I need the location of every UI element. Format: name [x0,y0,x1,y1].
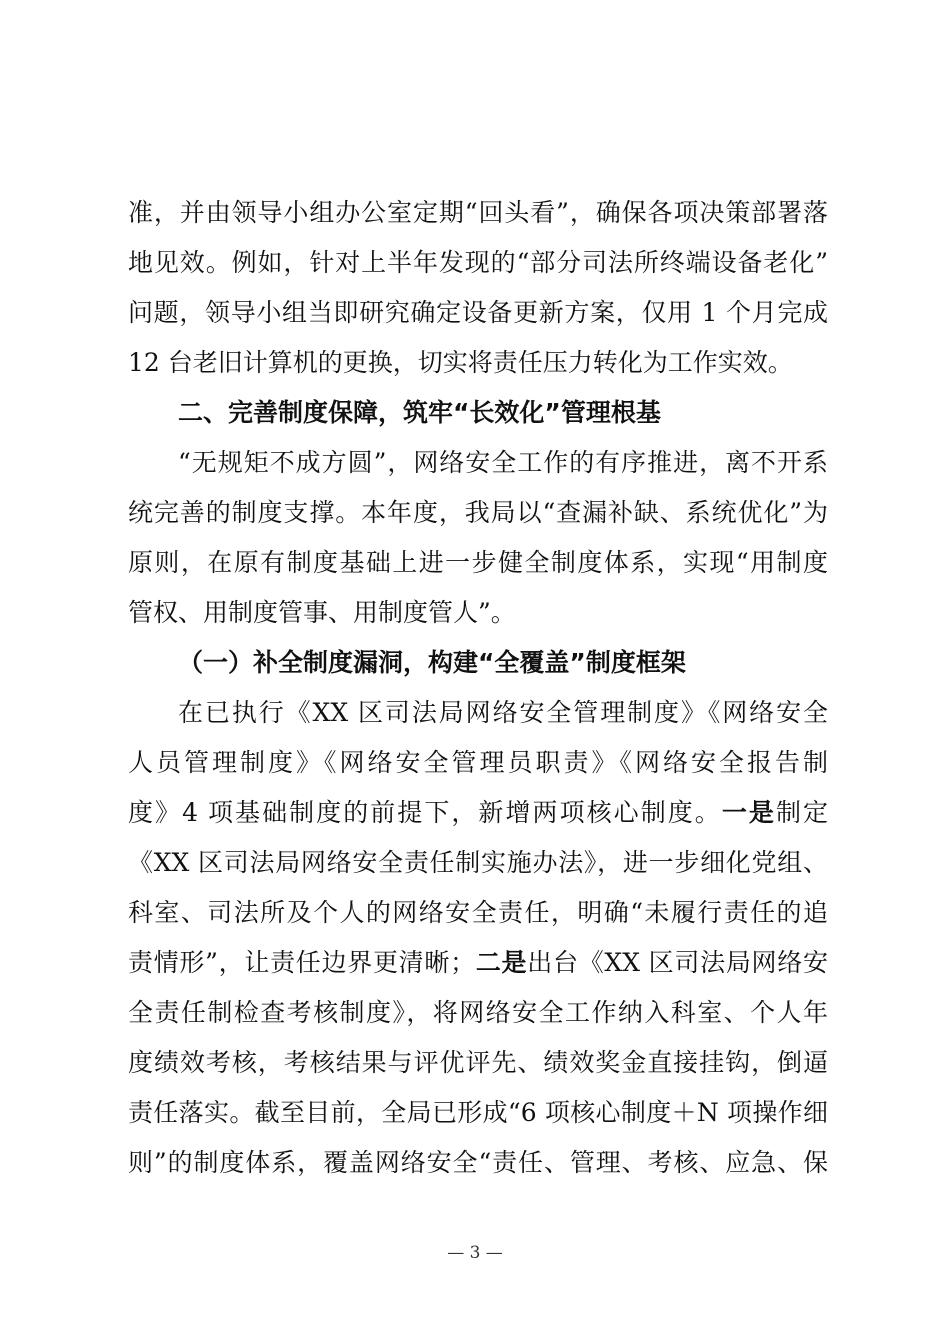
paragraph-line: 原则，在原有制度基础上进一步健全制度体系，实现“用制度 [128,548,828,577]
paragraph-line: 在已执行《XX 区司法局网络安全管理制度》《网络安全 [178,698,828,727]
paragraph-line: 《XX 区司法局网络安全责任制实施办法》，进一步细化党组、 [128,848,828,877]
paragraph-line: 地见效。例如，针对上半年发现的“部分司法所终端设备老化” [128,248,828,277]
subsection-heading: （一）补全制度漏洞，构建“全覆盖”制度框架 [178,648,686,677]
paragraph-line: 科室、司法所及个人的网络安全责任，明确“未履行责任的追 [128,898,828,927]
paragraph-line: 人员管理制度》《网络安全管理员职责》《网络安全报告制 [128,748,828,777]
paragraph-line: 全责任制检查考核制度》，将网络安全工作纳入科室、个人年 [128,998,828,1027]
text-run: 责情形”，让责任边界更清晰； [128,948,476,977]
bold-marker: 一是 [721,798,776,827]
paragraph-line: 问题，领导小组当即研究确定设备更新方案，仅用 1 个月完成 [128,298,828,327]
paragraph-line: 责任落实。截至目前，全局已形成“6 项核心制度＋N 项操作细 [128,1098,828,1127]
paragraph-line [128,938,828,988]
paragraph-line: 则”的制度体系，覆盖网络安全“责任、管理、考核、应急、保 [128,1148,828,1177]
bold-marker: 二是 [475,948,528,977]
section-heading: 二、完善制度保障，筑牢“长效化”管理根基 [178,398,661,427]
paragraph-line: “无规矩不成方圆”，网络安全工作的有序推进，离不开系 [178,448,828,477]
paragraph-line: 统完善的制度支撑。本年度，我局以“查漏补缺、系统优化”为 [128,498,828,527]
text-run: 出台《XX 区司法局网络安 [527,948,828,977]
paragraph-line: 管权、用制度管事、用制度管人”。 [128,598,516,627]
paragraph-line: 准，并由领导小组办公室定期“回头看”，确保各项决策部署落 [128,198,828,227]
paragraph-line [128,788,828,838]
paragraph-line: 12 台老旧计算机的更换，切实将责任压力转化为工作实效。 [128,348,793,377]
text-run: 度》4 项基础制度的前提下，新增两项核心制度。 [128,798,722,827]
paragraph-line: 度绩效考核，考核结果与评优评先、绩效奖金直接挂钩，倒逼 [128,1048,828,1077]
text-run: 制定 [775,798,828,827]
page-number: — 3 — [447,1243,503,1263]
